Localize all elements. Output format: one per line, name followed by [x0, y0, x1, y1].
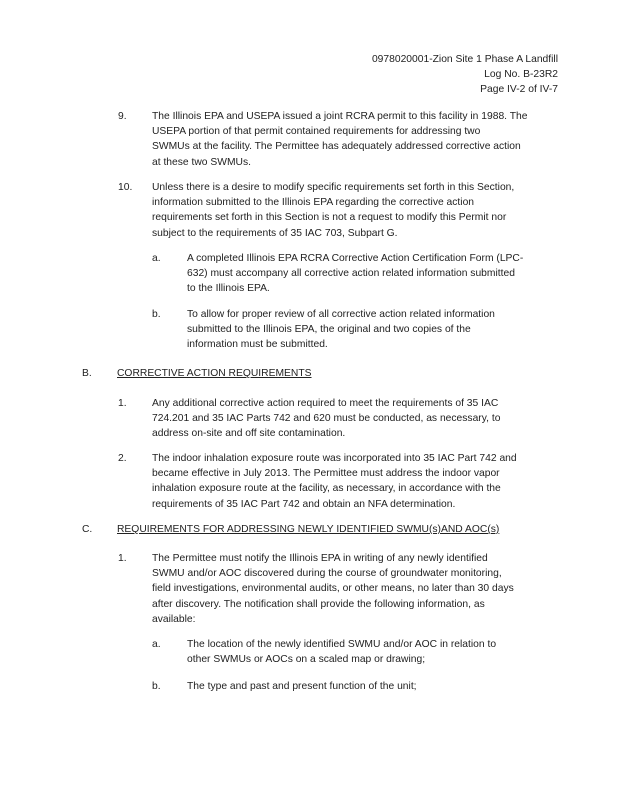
section-b-item-2-line: inhalation exposure route at the facility, as necessary, in accordance with the — [152, 483, 501, 495]
section-b-item-2-number: 2. — [118, 453, 127, 464]
section-c-item-1-text — [152, 551, 514, 627]
section-c-item-1b-letter: b. — [152, 681, 161, 692]
header-site-name: 0978020001-Zion Site 1 Phase A Landfill — [371, 54, 558, 65]
section-c-item-1b-line: The type and past and present function of the unit; — [187, 681, 417, 692]
section-b-item-2-line: became effective in July 2013. The Permittee must address the indoor vapor — [152, 468, 500, 480]
section-c-item-1a-text — [187, 637, 496, 667]
section-c-item-1b-text — [187, 679, 417, 694]
section-c-item-1-line: SWMU and/or AOC discovered during the course of groundwater monitoring, — [152, 568, 502, 580]
item-9-line: SWMUs at the facility. The Permittee has adequately addressed corrective action — [152, 141, 521, 153]
section-c-item-1-line: The Permittee must notify the Illinois EPA in writing of any newly identified — [152, 553, 488, 564]
item-10-line: requirements set forth in this Section is not a request to modify this Permit nor — [152, 212, 507, 224]
section-c-item-1a-line: The location of the newly identified SWMU and/or AOC in relation to — [187, 639, 497, 650]
item-10b-line: submitted to the Illinois EPA, the original and two copies of the — [187, 324, 471, 336]
section-c-letter: C. — [82, 524, 93, 535]
section-b-item-2-text — [152, 451, 517, 512]
item-10a-line: A completed Illinois EPA RCRA Corrective Action Certification Form (LPC- — [187, 253, 524, 264]
item-10b-line: information must be submitted. — [187, 339, 328, 351]
section-b-item-1-text — [152, 396, 500, 442]
item-9-text — [152, 109, 527, 170]
section-c-item-1-line: field investigations, environmental audits, or other means, no later than 30 days — [152, 583, 514, 595]
section-c-item-1a-letter: a. — [152, 639, 161, 650]
item-10b-line: To allow for proper review of all corrective action related information — [187, 309, 495, 320]
item-9-number: 9. — [118, 111, 127, 122]
item-9-line: at these two SWMUs. — [152, 156, 251, 168]
section-b-item-1-number: 1. — [118, 398, 127, 409]
section-c-heading: REQUIREMENTS FOR ADDRESSING NEWLY IDENTIFIED SWMU(s)AND AOC(s) — [117, 524, 500, 535]
section-b-heading: CORRECTIVE ACTION REQUIREMENTS — [117, 368, 312, 379]
item-10-line: information submitted to the Illinois EPA regarding the corrective action — [152, 197, 475, 209]
item-10a-letter: a. — [152, 253, 161, 264]
section-b-item-2-line: The indoor inhalation exposure route was incorporated into 35 IAC Part 742 and — [152, 453, 517, 464]
item-10-line: subject to the requirements of 35 IAC 703, Subpart G. — [152, 227, 398, 239]
header-page-number: Page IV-2 of IV-7 — [480, 84, 558, 95]
item-10-number: 10. — [118, 182, 133, 193]
header-log-number: Log No. B-23R2 — [484, 69, 558, 80]
item-10b-letter: b. — [152, 309, 161, 320]
section-b-letter: B. — [82, 368, 92, 379]
item-9-line: The Illinois EPA and USEPA issued a joint RCRA permit to this facility in 1988. The — [152, 111, 528, 122]
section-b-item-1-line: 724.201 and 35 IAC Parts 742 and 620 must be conducted, as necessary, to — [152, 413, 501, 425]
item-10b-text — [187, 307, 495, 353]
item-10a-line: 632) must accompany all corrective action related information submitted — [187, 268, 515, 280]
page-header — [372, 52, 558, 97]
section-b-item-1-line: address on-site and off site contamination. — [152, 428, 346, 440]
section-c-item-1a-line: other SWMUs or AOCs on a scaled map or drawing; — [187, 654, 426, 666]
item-10a-line: to the Illinois EPA. — [187, 283, 270, 295]
section-c-item-1-number: 1. — [118, 553, 127, 564]
item-10-line: Unless there is a desire to modify specific requirements set forth in this Section, — [152, 182, 515, 193]
section-c-item-1-line: available: — [152, 613, 196, 625]
item-9-line: USEPA portion of that permit contained requirements for addressing two — [152, 126, 481, 138]
section-c-item-1-line: after discovery. The notification shall provide the following information, as — [152, 598, 485, 610]
item-10-text — [152, 180, 514, 241]
section-b-item-1-line: Any additional corrective action required to meet the requirements of 35 IAC — [152, 398, 499, 409]
item-10a-text — [187, 251, 523, 297]
section-b-item-2-line: requirements of 35 IAC Part 742 and obtain an NFA determination. — [152, 498, 456, 510]
